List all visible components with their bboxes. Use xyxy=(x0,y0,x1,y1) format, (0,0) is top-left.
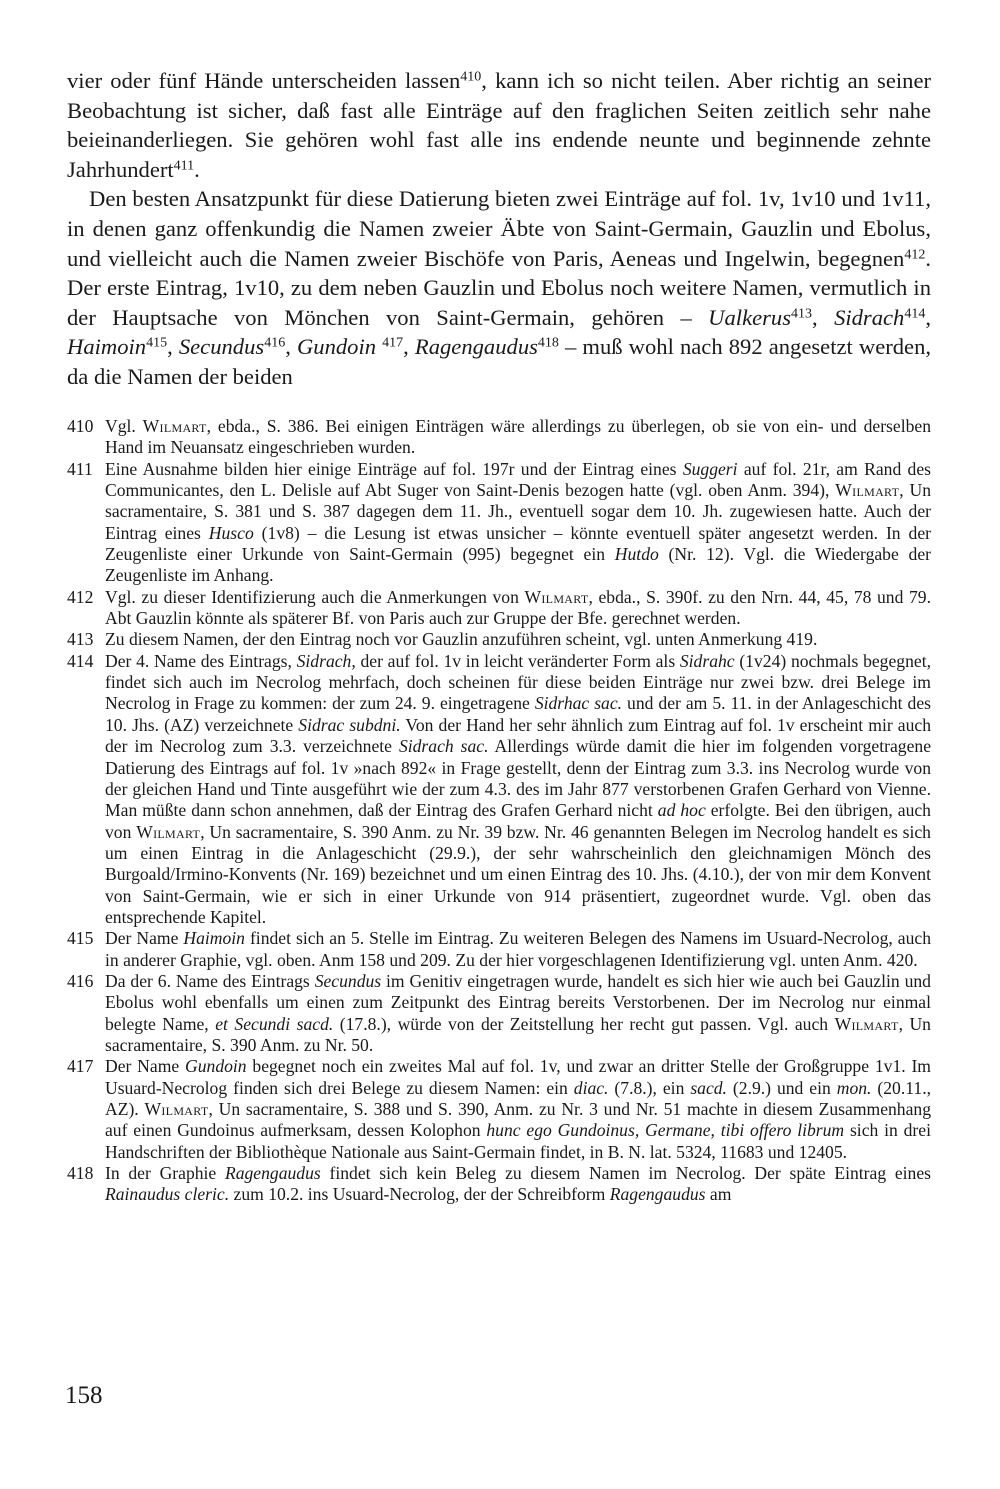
footnote-ref-417[interactable]: 417 xyxy=(382,335,404,351)
footnote-412 xyxy=(67,587,931,630)
footnote-text: Zu diesem Namen, der den Eintrag noch vor Gauzlin anzuführen scheint, vgl. unten Anmerkung 419. xyxy=(105,629,818,650)
name-ragengaudus: Ragengaudus xyxy=(414,334,538,360)
name-ualkerus: Ualkerus xyxy=(708,304,792,330)
footnote-text: Der Name Gundoin begegnet noch ein zweites Mal auf fol. 1v, und zwar an dritter Stelle der Großgruppe 1v1. Im Usuard-Necrolog finden sich drei Belege zu diesem Namen: ein diac. (7.8.), ein sacd. (2.9.) und ein mon. (20.11., AZ). Wilmart, Un sacramentaire, S. 388 und S. 390, Anm. zu Nr. 3 und Nr. 51 machte in diesem Zusammenhang auf einen Gundoinus aufmerksam, dessen Kolophon hunc ego Gundoinus, Germane, tibi offero librum sich in drei Handschriften der Bibliothèque Nationale aus Saint-Germain findet, in B. N. lat. 5324, 11683 und 12405. xyxy=(105,1056,931,1162)
footnote-411 xyxy=(67,459,931,587)
footnote-number: 411 xyxy=(67,458,93,479)
paragraph-1 xyxy=(67,66,931,184)
footnote-416 xyxy=(67,971,931,1056)
footnote-413 xyxy=(67,629,931,650)
footnote-number: 415 xyxy=(67,928,94,949)
separator: , xyxy=(812,304,835,330)
footnote-number: 412 xyxy=(67,586,94,607)
paragraph-2 xyxy=(67,184,931,391)
name-gundoin: Gundoin xyxy=(296,334,377,360)
footnote-text: Da der 6. Name des Eintrags Secundus im Genitiv eingetragen wurde, handelt es sich hier wie auch bei Gauzlin und Ebolus wohl ebenfalls um einen zum Zeitpunkt des Eintrag bereits Verstorbenen. Der im Necrolog nur einmal belegte Name, et Secundi sacd. (17.8.), würde von der Zeitstellung her recht gut passen. Vgl. auch Wilmart, Un sacramentaire, S. 390 Anm. zu Nr. 50. xyxy=(105,970,931,1055)
name-haimoin: Haimoin xyxy=(67,334,147,360)
text-run: vier oder fünf Hände unterscheiden lassen xyxy=(67,68,461,93)
name-secundus: Secundus xyxy=(178,334,265,360)
footnote-418 xyxy=(67,1163,931,1206)
separator: , xyxy=(167,334,179,360)
footnote-ref-414[interactable]: 414 xyxy=(904,306,926,322)
footnote-ref-411[interactable]: 411 xyxy=(173,158,195,174)
author-name: Wilmart xyxy=(835,480,900,501)
footnote-text: Vgl. zu dieser Identifizierung auch die Anmerkungen von Wilmart, ebda., S. 390f. zu den Nrn. 44, 45, 78 und 79. Abt Gauzlin könnte als späterer Bf. von Paris auch zur Gruppe der Bfe. gerechnet werden. xyxy=(105,586,931,629)
footnote-text: Der 4. Name des Eintrags, Sidrach, der auf fol. 1v in leicht veränderter Form als Sidrahc (1v24) nochmals begegnet, findet sich auch im Necrolog mehrfach, doch scheinen für diese beiden Einträge nur zwei bzw. drei Belege im Necrolog in Frage zu kommen: der zum 24. 9. eingetragene Sidrhac sac. und der am 5. 11. in der Anlageschicht des 10. Jhs. (AZ) verzeichnete Sidrac subdni. Von der Hand her sehr ähnlich zum Eintrag auf fol. 1v erscheint mir auch der im Necrolog zum 3.3. verzeichnete Sidrach sac. Allerdings würde damit die hier im folgenden vorgetragene Datierung des Eintrags auf fol. 1v »nach 892« in Frage gestellt, denn der Eintrag zum 3.3. ins Necrolog wurde von der gleichen Hand und Tinte ausgeführt wie der zum 4.3. des im Jahr 877 verstorbenen Grafen Gerhard von Vienne. Man müßte dann schon annehmen, daß der Eintrag des Grafen Gerhard nicht ad hoc erfolgte. Bei den übrigen, auch von Wilmart, Un sacramentaire, S. 390 Anm. zu Nr. 39 bzw. Nr. 46 genannten Belegen im Necrolog handelt es sich um einen Eintrag in die Anlageschicht (29.9.), der sehr wahrscheinlich den gleichnamigen Mönch des Burgoald/Irmino-Konvents (Nr. 169) bezeichnet und um einen Eintrag des 10. Jhs. (4.10.), der von mir dem Konvent von Saint-Germain, wie er sich in einer Urkunde von 914 präsentiert, zugeordnet wurde. Vgl. oben das entsprechende Kapitel. xyxy=(105,650,932,927)
author-name: Wilmart xyxy=(142,416,207,436)
author-name: Wilmart xyxy=(834,1013,899,1034)
footnote-ref-418[interactable]: 418 xyxy=(537,335,559,351)
text-run: . xyxy=(194,156,200,182)
separator: , xyxy=(403,334,415,360)
footnote-number: 414 xyxy=(67,650,94,671)
footnote-number: 417 xyxy=(67,1056,94,1077)
separator: , xyxy=(285,334,297,360)
author-name: Wilmart xyxy=(136,821,201,842)
footnote-ref-415[interactable]: 415 xyxy=(146,335,168,351)
footnote-text: Der Name Haimoin findet sich an 5. Stelle im Eintrag. Zu weiteren Belegen des Namens im Usuard-Necrolog, auch in anderer Graphie, vgl. oben. Anm 158 und 209. Zu der hier vorgeschlagenen Identifizierung vgl. unten Anm. 420. xyxy=(105,928,931,970)
footnote-number: 418 xyxy=(67,1163,94,1184)
footnotes xyxy=(67,416,931,1206)
footnote-417 xyxy=(67,1056,931,1163)
footnote-number: 413 xyxy=(67,629,94,650)
text-run: . Der erste Eintrag, 1v10, zu dem neben Gauzlin und Ebolus noch weitere Namen, vermutlich in der Hauptsache von Mönchen von Saint-Germain, gehören – xyxy=(67,245,931,330)
footnote-text: Eine Ausnahme bilden hier einige Einträge auf fol. 197r und der Eintrag eines Suggeri auf fol. 21r, am Rand des Communicantes, den L. Delisle auf Abt Suger von Saint-Denis bezogen hatte (vgl. oben Anm. 394), Wilmart, Un sacramentaire, S. 381 und S. 387 dagegen dem 11. Jh., eventuell sogar dem 10. Jh. zugewiesen hatte. Auch der Eintrag eines Husco (1v8) – die Lesung ist etwas unsicher – könnte eventuell später angesetzt werden. In der Zeugenliste einer Urkunde von Saint-Germain (995) begegnet ein Hutdo (Nr. 12). Vgl. die Wiedergabe der Zeugenliste im Anhang. xyxy=(105,458,931,586)
text-run: , kann ich so nicht teilen. Aber richtig an seiner Beobachtung ist sicher, daß fast alle Einträge auf den fraglichen Seiten zeitlich sehr nahe beieinanderliegen. Sie gehören wohl fast alle ins endende neunte und beginnende zehnte Jahrhundert xyxy=(67,68,931,182)
footnote-text: Vgl. Wilmart, ebda., S. 386. Bei einigen Einträgen wäre allerdings zu überlegen, ob sie von ein- und derselben Hand im Neuansatz eingeschrieben wurden. xyxy=(105,416,931,458)
footnote-ref-412[interactable]: 412 xyxy=(904,246,926,262)
name-sidrach: Sidrach xyxy=(834,304,905,330)
footnote-ref-416[interactable]: 416 xyxy=(264,335,286,351)
footnote-text: In der Graphie Ragengaudus findet sich kein Beleg zu diesem Namen im Necrolog. Der späte Eintrag eines Rainaudus cleric. zum 10.2. ins Usuard-Necrolog, der der Schreibform Ragengaudus am xyxy=(105,1163,932,1205)
footnote-number: 410 xyxy=(67,416,94,436)
footnote-415 xyxy=(67,928,931,971)
main-text xyxy=(67,66,931,392)
separator: , xyxy=(925,304,932,330)
footnote-ref-413[interactable]: 413 xyxy=(791,306,813,322)
footnote-414 xyxy=(67,651,931,928)
page-number: 158 xyxy=(65,1382,103,1409)
text-run: – muß wohl nach 892 angesetzt werden, da die Namen der beiden xyxy=(67,334,932,389)
footnote-number: 416 xyxy=(67,970,94,991)
author-name: Wilmart xyxy=(144,1099,209,1119)
footnote-ref-410[interactable]: 410 xyxy=(460,69,482,85)
footnote-410 xyxy=(67,416,931,459)
text-run: Den besten Ansatzpunkt für diese Datierung bieten zwei Einträge auf fol. 1v, 1v10 und 1v11, in denen ganz offenkundig die Namen zweier Äbte von Saint-Germain, Gauzlin und Ebolus, und vielleicht auch die Namen zweier Bischöfe von Paris, Aeneas und Ingelwin, begegnen xyxy=(67,186,931,271)
author-name: Wilmart xyxy=(524,586,589,607)
